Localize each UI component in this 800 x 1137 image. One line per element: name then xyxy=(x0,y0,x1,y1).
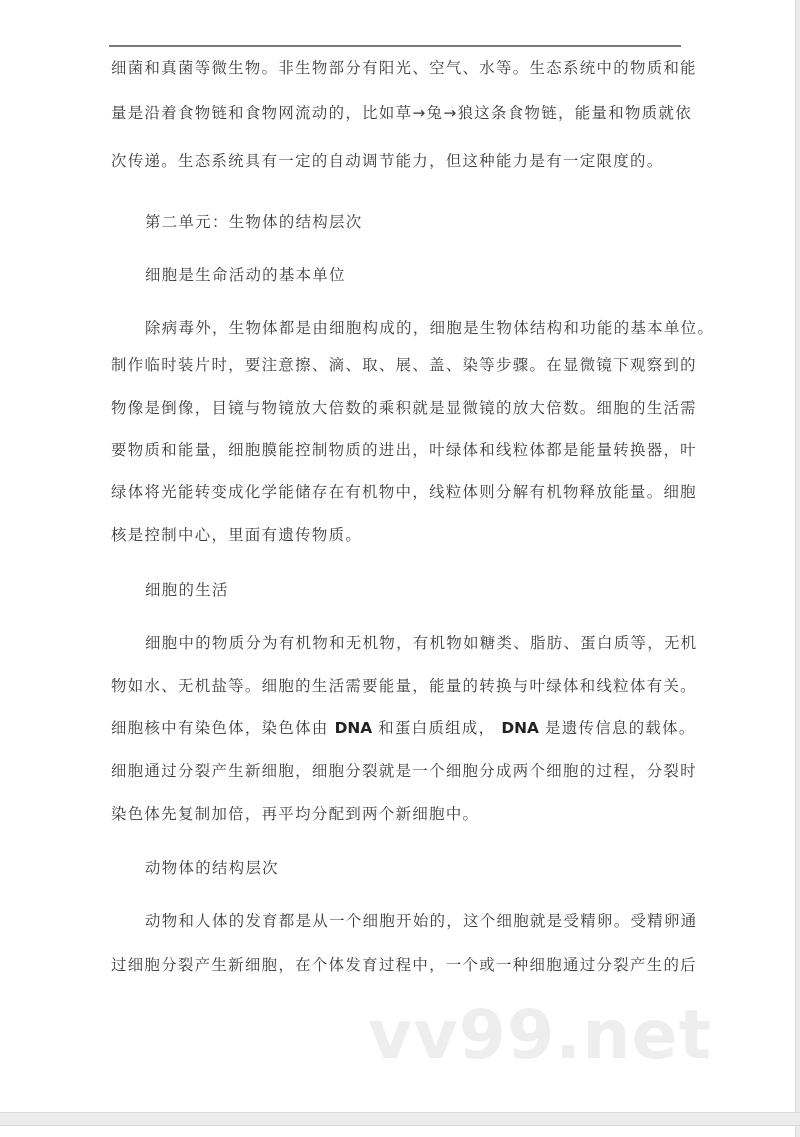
paragraph-line: 次传递。生态系统具有一定的自动调节能力，但这种能力是有一定限度的。 xyxy=(111,152,664,170)
section-heading-unit2: 第二单元：生物体的结构层次 xyxy=(145,213,363,231)
section-heading-animal: 动物体的结构层次 xyxy=(145,859,279,877)
text-segment: 是遗传信息的载体。 xyxy=(544,719,696,737)
scrollbar-track[interactable] xyxy=(795,0,800,1137)
dna-term: DNA xyxy=(334,719,373,737)
section-heading-cell-basic-unit: 细胞是生命活动的基本单位 xyxy=(145,266,346,284)
paragraph-line: 除病毒外，生物体都是由细胞构成的，细胞是生物体结构和功能的基本单位。 xyxy=(145,319,715,337)
paragraph-line: 过细胞分裂产生新细胞，在个体发育过程中，一个或一种细胞通过分裂产生的后 xyxy=(111,956,697,974)
section-heading-cell-life: 细胞的生活 xyxy=(145,581,229,599)
paragraph-line: 量是沿着食物链和食物网流动的，比如草→兔→狼这条食物链，能量和物质就依 xyxy=(111,104,692,122)
paragraph-line: 细菌和真菌等微生物。非生物部分有阳光、空气、水等。生态系统中的物质和能 xyxy=(111,59,697,77)
paragraph-line: 制作临时装片时，要注意擦、滴、取、展、盖、染等步骤。在显微镜下观察到的 xyxy=(111,356,697,374)
paragraph-line: 核是控制中心，里面有遗传物质。 xyxy=(111,526,363,544)
text-segment: 细胞核中有染色体，染色体由 xyxy=(111,719,329,737)
paragraph-line: 细胞通过分裂产生新细胞，细胞分裂就是一个细胞分成两个细胞的过程，分裂时 xyxy=(111,762,697,780)
paragraph-line: 动物和人体的发育都是从一个细胞开始的，这个细胞就是受精卵。受精卵通 xyxy=(145,912,698,930)
text-segment: 和蛋白质组成， xyxy=(378,719,496,737)
page-separator xyxy=(0,1112,800,1126)
paragraph-line: 要物质和能量，细胞膜能控制物质的进出，叶绿体和线粒体都是能量转换器，叶 xyxy=(111,441,697,459)
paragraph-line: 绿体将光能转变成化学能储存在有机物中，线粒体则分解有机物释放能量。细胞 xyxy=(111,483,697,501)
watermark: vv99.net xyxy=(368,996,713,1075)
paragraph-line: 细胞中的物质分为有机物和无机物，有机物如糖类、脂肪、蛋白质等，无机 xyxy=(145,634,698,652)
paragraph-line: 物如水、无机盐等。细胞的生活需要能量，能量的转换与叶绿体和线粒体有关。 xyxy=(111,677,697,695)
next-page xyxy=(0,1126,795,1137)
paragraph-line-dna xyxy=(111,718,696,738)
dna-term: DNA xyxy=(501,719,539,737)
paragraph-line: 物像是倒像，目镜与物镜放大倍数的乘积就是显微镜的放大倍数。细胞的生活需 xyxy=(111,399,697,417)
header-rule xyxy=(109,45,681,47)
paragraph-line: 染色体先复制加倍，再平均分配到两个新细胞中。 xyxy=(111,805,480,823)
